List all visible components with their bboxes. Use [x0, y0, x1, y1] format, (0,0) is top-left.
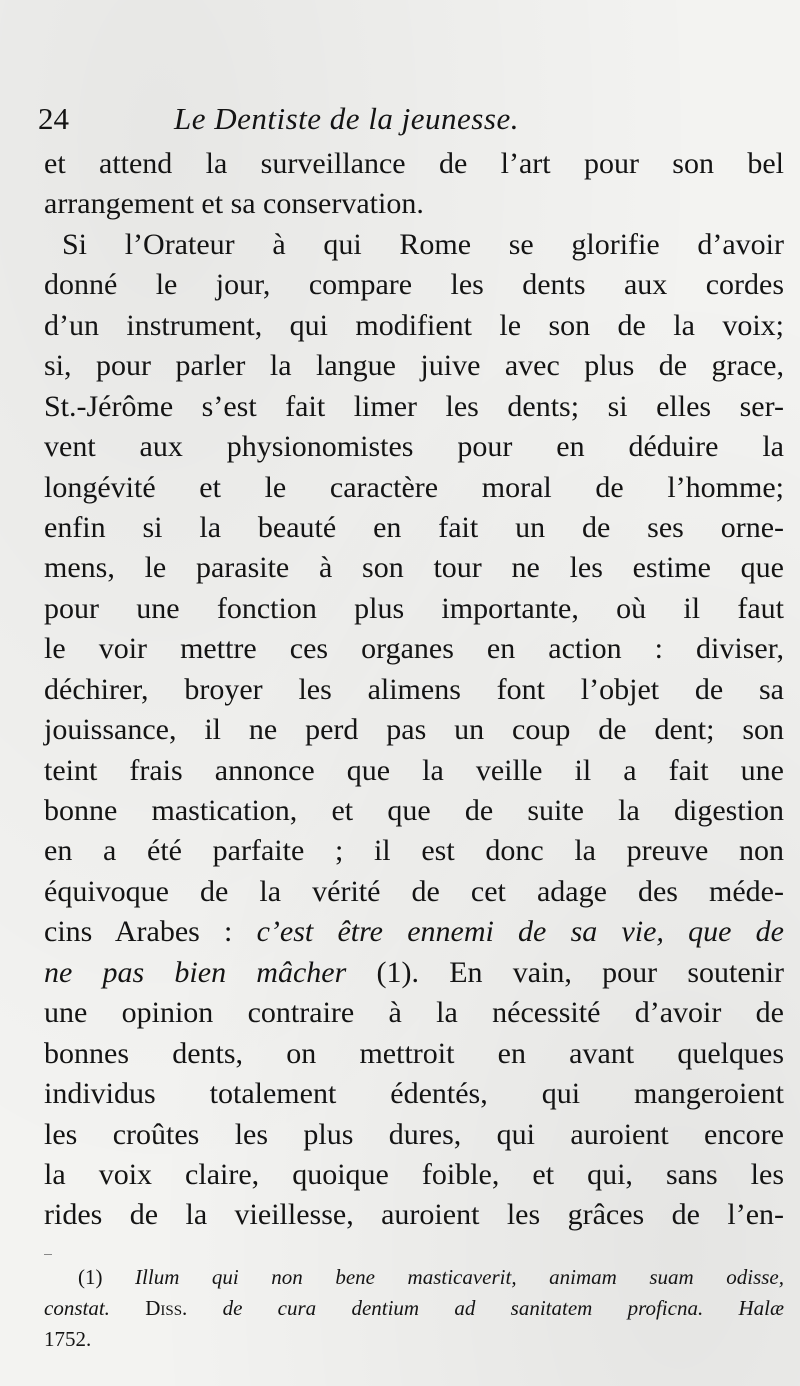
footnote-line: 1752.: [44, 1327, 92, 1351]
text-line: Si l’Orateur à qui Rome se glorifie d’avoir: [62, 227, 784, 261]
footnote-marker: (1): [78, 1265, 136, 1289]
italic-quotation: ne pas bien mâcher: [44, 955, 347, 989]
footnote-text: de cura dentium ad sanitatem proficna. Halæ: [222, 1296, 784, 1320]
text-line: le voir mettre ces organes en action : diviser,: [44, 632, 784, 666]
text-line: St.-Jérôme s’est fait limer les dents; si elles ser-: [44, 389, 784, 423]
text-line: donné le jour, compare les dents aux cordes: [44, 268, 784, 302]
text-line: individus totalement édentés, qui mangeroient: [44, 1077, 784, 1111]
footnote-separator: [44, 1254, 52, 1255]
footnote-line: [44, 1262, 784, 1293]
page-number: 24: [38, 101, 69, 136]
footnote-line: [44, 1293, 784, 1324]
text-line: vent aux physionomistes pour en déduire la: [44, 430, 784, 464]
text-line: longévité et le caractère moral de l’homme;: [44, 470, 784, 504]
text-line: [44, 953, 784, 993]
text-line: déchirer, broyer les alimens font l’objet de sa: [44, 672, 784, 706]
text-fragment: (1). En vain, pour soutenir: [346, 955, 784, 989]
text-fragment: cins Arabes :: [44, 915, 257, 949]
text-line: la voix claire, quoique foible, et qui, sans les: [44, 1157, 784, 1191]
text-line: d’un instrument, qui modifient le son de la voix;: [44, 308, 784, 342]
footnote: [44, 1262, 784, 1355]
text-line: enfin si la beauté en fait un de ses orne-: [44, 510, 784, 544]
text-line: les croûtes les plus dures, qui auroient encore: [44, 1117, 784, 1151]
footnote-author: Diss.: [109, 1296, 223, 1320]
body-text: [44, 144, 784, 1236]
text-line: bonne mastication, et que de suite la digestion: [44, 794, 784, 827]
text-line: bonnes dents, on mettroit en avant quelques: [44, 1036, 784, 1070]
footnote-text: Illum qui non bene masticaverit, animam suam odisse,: [135, 1265, 784, 1289]
text-line: équivoque de la vérité de cet adage des méde-: [44, 874, 784, 908]
text-line: rides de la vieillesse, auroient les grâces de l’en-: [44, 1198, 784, 1232]
footnote-text: constat.: [44, 1296, 110, 1320]
text-line: une opinion contraire à la nécessité d’avoir de: [44, 996, 784, 1030]
text-line: [44, 912, 784, 952]
text-line: mens, le parasite à son tour ne les estime que: [44, 551, 784, 585]
text-line: si, pour parler la langue juive avec plus de grace,: [44, 349, 784, 383]
italic-quotation: c’est être ennemi de sa vie, que de: [256, 915, 784, 949]
text-line: en a été parfaite ; il est donc la preuve non: [44, 834, 784, 868]
text-line: pour une fonction plus importante, où il faut: [44, 591, 784, 625]
text-line: et attend la surveillance de l’art pour son bel: [44, 147, 784, 180]
running-title: Le Dentiste de la jeunesse.: [174, 101, 519, 136]
text-line: arrangement et sa conservation.: [44, 187, 424, 221]
page-header: [38, 96, 758, 142]
text-line: teint frais annonce que la veille il a fait une: [44, 753, 784, 787]
text-line: jouissance, il ne perd pas un coup de dent; son: [44, 713, 784, 747]
